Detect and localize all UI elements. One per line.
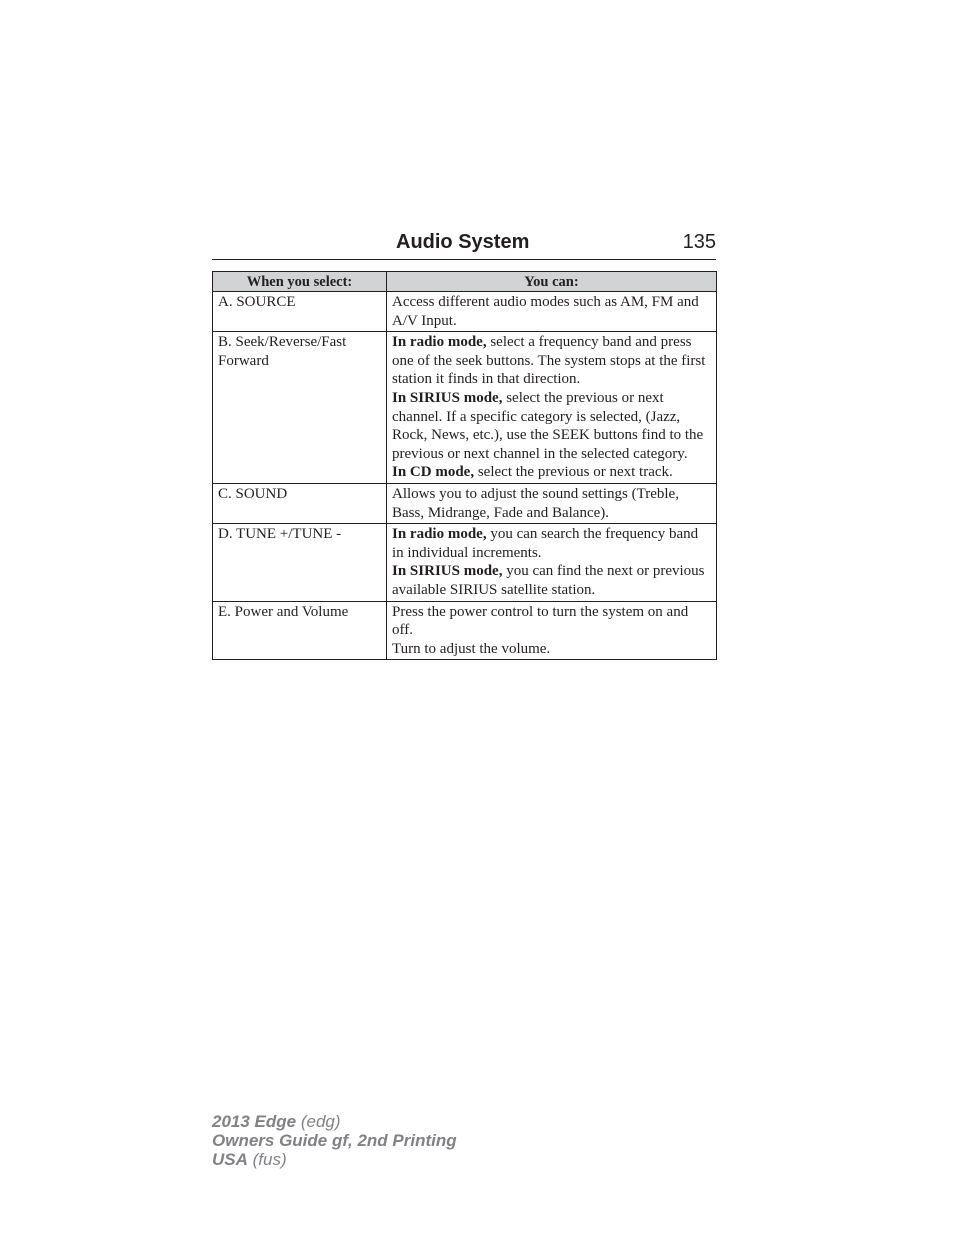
footer-line-text: (edg): [296, 1112, 341, 1131]
cell-can: [387, 483, 717, 523]
column-header-select: When you select:: [213, 272, 387, 292]
table-row: [213, 483, 717, 523]
footer-line: [212, 1131, 457, 1150]
description-paragraph: [392, 603, 712, 640]
page-number: 135: [682, 231, 716, 253]
cell-can: [387, 332, 717, 484]
mode-label: In CD mode,: [392, 464, 475, 481]
table-row: [213, 601, 717, 660]
description-text: Access different audio modes such as AM, FM and A/V Input.: [392, 294, 699, 329]
cell-can: [387, 524, 717, 601]
description-paragraph: [392, 562, 712, 599]
description-text: select the previous or next track.: [474, 464, 673, 481]
cell-select: B. Seek/Reverse/Fast Forward: [213, 332, 387, 484]
table-row: [213, 332, 717, 484]
cell-can: [387, 292, 717, 332]
description-paragraph: [392, 389, 712, 463]
cell-select: A. SOURCE: [213, 292, 387, 332]
mode-label: In SIRIUS mode,: [392, 389, 503, 406]
footer-line: [212, 1150, 457, 1169]
footer-line-text: (fus): [247, 1150, 287, 1169]
section-title: Audio System: [396, 231, 530, 253]
description-text: you can find the next or previous available SIRIUS satellite station.: [392, 563, 705, 598]
cell-select: C. SOUND: [213, 483, 387, 523]
cell-can: [387, 601, 717, 660]
column-header-can: You can:: [387, 272, 717, 292]
controls-table: [212, 271, 717, 660]
description-paragraph: [392, 463, 712, 482]
page-header: [212, 228, 716, 260]
document-footer: [212, 1112, 457, 1169]
cell-select: E. Power and Volume: [213, 601, 387, 660]
description-text: Allows you to adjust the sound settings (Treble, Bass, Midrange, Fade and Balance).: [392, 485, 679, 521]
footer-line-bold: USA: [212, 1150, 248, 1169]
cell-select: D. TUNE +/TUNE -: [213, 524, 387, 601]
description-text: Press the power control to turn the system on and off.: [392, 603, 689, 639]
description-paragraph: [392, 293, 712, 330]
description-paragraph: [392, 525, 712, 562]
footer-line-bold: Owners Guide gf, 2nd Printing: [212, 1131, 457, 1150]
description-paragraph: [392, 640, 712, 659]
mode-label: In radio mode,: [392, 334, 487, 351]
description-paragraph: [392, 333, 712, 389]
description-text: select a frequency band and press one of the seek buttons. The system stops at the first station it finds in that direction.: [392, 334, 706, 388]
footer-line-bold: 2013 Edge: [212, 1112, 297, 1131]
description-text: you can search the frequency band in individual increments.: [392, 526, 699, 561]
description-text: select the previous or next channel. If a specific category is selected, (Jazz, Rock, News, etc.), use the SEEK buttons find to the previous or next channel in the selected category.: [392, 389, 704, 462]
footer-line: [212, 1112, 457, 1131]
mode-label: In SIRIUS mode,: [392, 563, 503, 580]
description-paragraph: [392, 485, 712, 522]
table-body: [213, 292, 717, 660]
table-row: [213, 292, 717, 332]
table-header-row: [213, 272, 717, 292]
table-row: [213, 524, 717, 601]
mode-label: In radio mode,: [392, 526, 487, 543]
description-text: Turn to adjust the volume.: [392, 640, 551, 657]
